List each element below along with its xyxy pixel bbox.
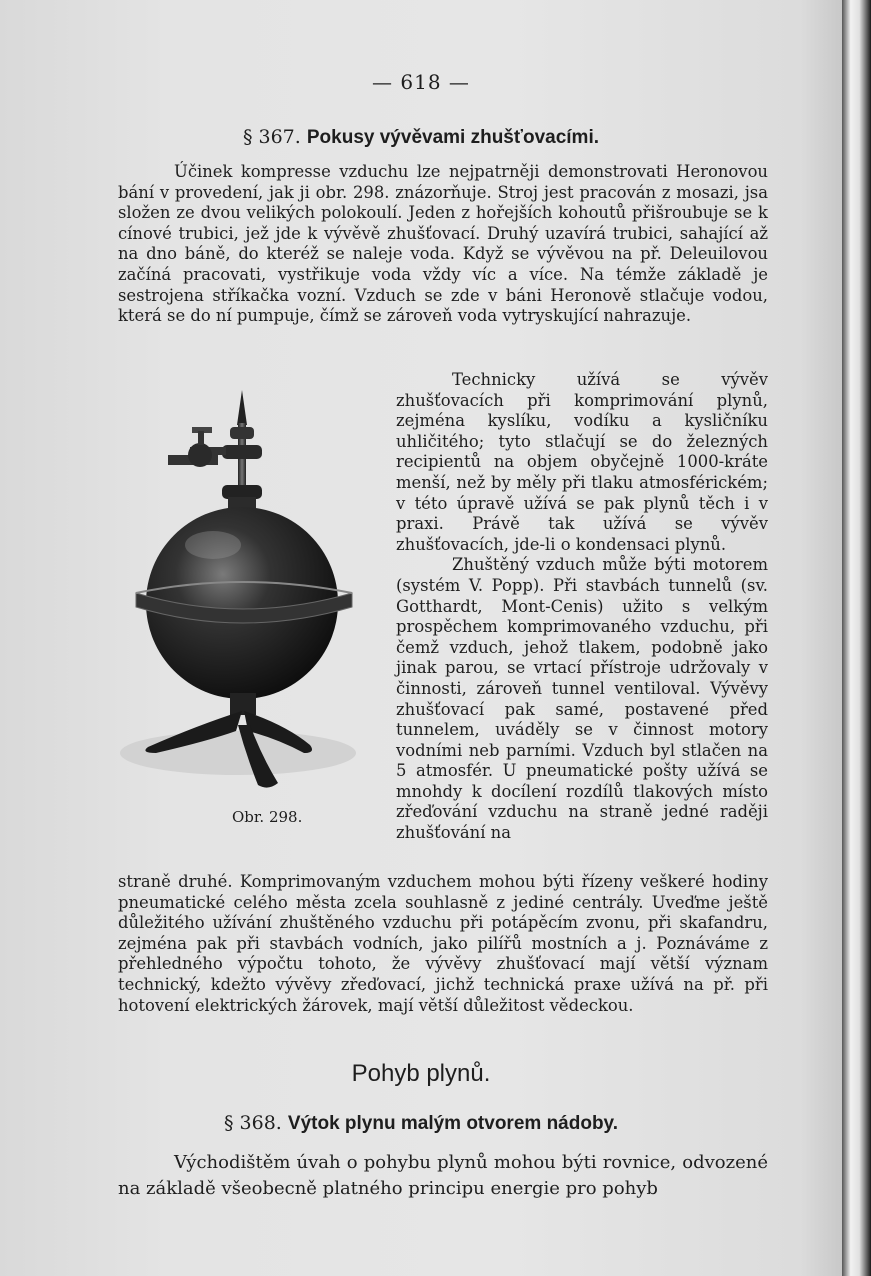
section-368-heading (0, 1112, 842, 1135)
paragraph-heron-ball: Účinek kompresse vzduchu lze nejpatrněji demonstrovati Heronovou bání v provedení, jak ji obr. 298. znázorňuje. Stroj jest pracován z mosazi, jsa složen ze dvou velikých polokoulí. Jeden z hořejších kohoutů přišroubuje se k cínové trubici, jež jde k vývěvě zhušťovací. Druhý uzavírá trubici, sahající až na dno báně, do kteréž se naleje voda. Když se vývěvou na př. Deleuilovou začíná pracovati, vystřikuje voda vždy víc a více. Na témže základě je sestrojena stříkačka vozní. Vzduch se zde v báni Heronově stlačuje vodou, která se do ní pumpuje, čímž se zároveň voda vytryskující nahrazuje. (118, 162, 768, 326)
paragraph-gas-flow: Východištěm úvah o pohybu plynů mohou býti rovnice, odvozené na základě všeobecně platného principu energie pro pohyb (118, 1152, 768, 1199)
page-edge (842, 0, 871, 1276)
section-367-title: Pokusy vývěvami zhušťovacími. (306, 127, 600, 148)
page-number: — 618 — (372, 70, 470, 94)
chapter-title: Pohyb plynů. (351, 1060, 491, 1087)
paragraph-technical-use: Technicky užívá se vývěv zhušťovacích při komprimování plynů, zejména kyslíku, vodíku a kysličníku uhličitého; tyto stlačují se do železných recipientů na objem obyčejně 1000-kráte menší, než by měly při tlaku atmosférickém; v této úpravě užívá se pak plynů těch i v praxi. Právě tak užívá se vývěv zhušťovacích, jde-li o kondensaci plynů. Zhuštěný vzduch může býti motorem (systém V. Popp). Při stavbách tunnelů (sv. Gotthardt, Mont-Cenis) užito s velkým prospěchem komprimovaného vzduchu, při čemž vzduch, jehož tlakem, podobně jako jinak parou, se vrtací přístroje udržovaly v činnosti, zároveň tunnel ventiloval. Vývěvy zhušťovací pak samé, postavené před tunnelem, uváděly se v činnost motory vodními neb parními. Vzduch byl stlačen na 5 atmosfér. U pneumatické pošty užívá se mnohdy k docílení rozdílů tlakových místo zřeďování vzduchu na straně jedné raději zhušťování na (396, 370, 768, 843)
section-368-number: § 368. (223, 1112, 282, 1134)
section-367-number: § 367. (242, 126, 301, 148)
paragraph-compressed-air: straně druhé. Komprimovaným vzduchem mohou býti řízeny veškeré hodiny pneumatické celého města zcela souhlasně z jediné centrály. Uveďme ještě důležitého užívání zhuštěného vzduchu při potápěcím zvonu, při skafandru, zejména pak při stavbách vodních, jako pilířů mostních a j. Poznáváme z přehledného výpočtu tohoto, že vývěvy zhušťovací mají větší význam technický, kdežto vývěvy zřeďovací, jichž technická praxe užívá na př. při hotovení elektrických žárovek, mají větší důležitost vědeckou. (118, 872, 768, 1015)
figure-heron-ball-image (118, 385, 358, 795)
section-367-heading (0, 126, 842, 149)
section-368-title: Výtok plynu malým otvorem nádoby. (287, 1113, 618, 1134)
figure-caption: Obr. 298. (232, 808, 303, 826)
heron-ball-illustration (118, 385, 358, 795)
